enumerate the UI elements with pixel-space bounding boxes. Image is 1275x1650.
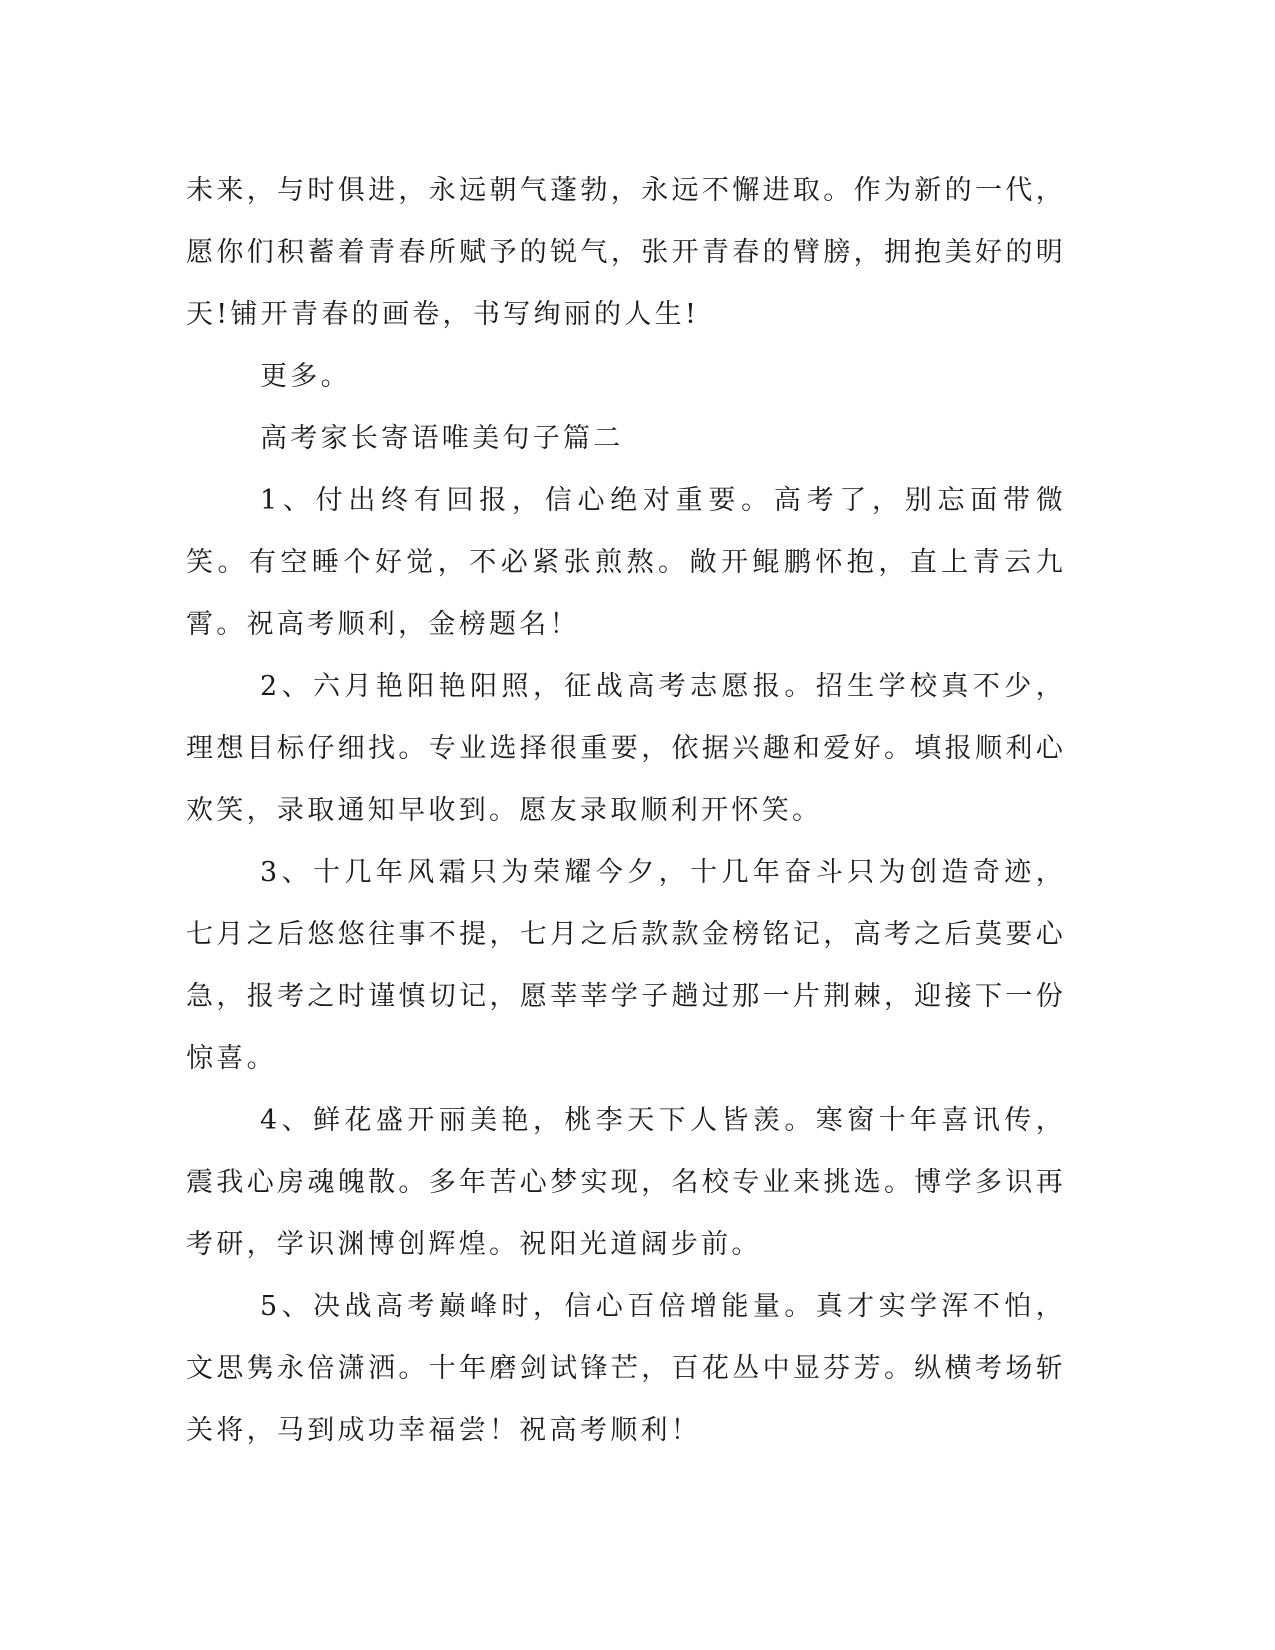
paragraph-item-2: 2、六月艳阳艳阳照，征战高考志愿报。招生学校真不少，理想目标仔细找。专业选择很重要，依据兴趣和爱好。填报顺利心欢笑，录取通知早收到。愿友录取顺利开怀笑。 bbox=[186, 671, 1066, 826]
paragraph-continuation: 未来，与时俱进，永远朝气蓬勃，永远不懈进取。作为新的一代，愿你们积蓄着青春所赋予的锐气，张开青春的臂膀，拥抱美好的明天!铺开青春的画卷，书写绚丽的人生! bbox=[186, 175, 1066, 330]
document-body bbox=[186, 160, 1066, 1462]
section-heading: 高考家长寄语唯美句子篇二 bbox=[260, 423, 624, 454]
paragraph-more: 更多。 bbox=[260, 361, 351, 392]
paragraph-item-4: 4、鲜花盛开丽美艳，桃李天下人皆羡。寒窗十年喜讯传，震我心房魂魄散。多年苦心梦实现，名校专业来挑选。博学多识再考研，学识渊博创辉煌。祝阳光道阔步前。 bbox=[186, 1105, 1066, 1260]
paragraph-item-5: 5、决战高考巅峰时，信心百倍增能量。真才实学浑不怕，文思隽永倍潇洒。十年磨剑试锋芒，百花丛中显芬芳。纵横考场斩关将，马到成功幸福尝！祝高考顺利！ bbox=[186, 1291, 1066, 1446]
paragraph-item-1: 1、付出终有回报，信心绝对重要。高考了，别忘面带微笑。有空睡个好觉，不必紧张煎熬。敞开鲲鹏怀抱，直上青云九霄。祝高考顺利，金榜题名！ bbox=[186, 485, 1066, 640]
paragraph-item-3: 3、十几年风霜只为荣耀今夕，十几年奋斗只为创造奇迹，七月之后悠悠往事不提，七月之后款款金榜铭记，高考之后莫要心急，报考之时谨慎切记，愿莘莘学子趟过那一片荆棘，迎接下一份惊喜。 bbox=[186, 857, 1066, 1074]
